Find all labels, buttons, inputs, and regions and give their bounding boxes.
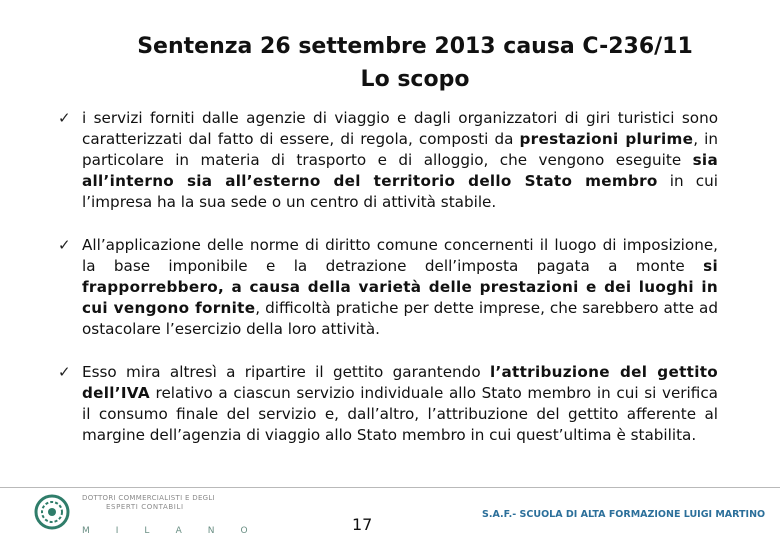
bullet-segment: in cui l’impresa ha la sua sede o un centro di attività stabile. (82, 172, 718, 211)
bullet-emphasis: si frapporrebbero, a causa della varietà delle prestazioni e dei luoghi in cui vengono fornite (82, 257, 718, 317)
title-line-2: Lo scopo (360, 67, 470, 92)
title-line-1: Sentenza 26 settembre 2013 causa C-236/11 (137, 34, 693, 59)
bullet-emphasis: sia all’interno sia all’esterno del territorio dello Stato membro (82, 151, 718, 190)
association-logo-icon (34, 494, 70, 530)
footer-divider (0, 487, 780, 488)
bullet-item (58, 235, 718, 340)
bullet-list (58, 108, 718, 468)
bullet-segment: All’applicazione delle norme di diritto comune concernenti il luogo di imposizione, la base imponibile e la detrazione dell’imposta pagata a monte (82, 236, 718, 275)
slide-title (60, 30, 770, 96)
check-icon: ✓ (58, 236, 71, 254)
bullet-segment: Esso mira altresì a ripartire il gettito garantendo (82, 363, 490, 381)
bullet-emphasis: prestazioni plurime (519, 130, 694, 148)
bullet-emphasis: l’attribuzione del gettito dell’IVA (82, 363, 718, 402)
bullet-segment: , difficoltà pratiche per dette imprese, che sarebbero atte ad ostacolare l’esercizio della loro attività. (82, 299, 718, 338)
bullet-item (58, 108, 718, 213)
page-number: 17 (352, 515, 373, 534)
check-icon: ✓ (58, 109, 71, 127)
bullet-text (82, 362, 718, 446)
org-city: MILANO (82, 526, 274, 536)
org-name-line-2: ESPERTI CONTABILI (106, 503, 184, 511)
check-icon: ✓ (58, 363, 71, 381)
bullet-segment: i servizi forniti dalle agenzie di viaggio e dagli organizzatori di giri turistici sono caratterizzati dal fatto di essere, di regola, composti da (82, 109, 718, 148)
school-name: S.A.F.- SCUOLA DI ALTA FORMAZIONE LUIGI MARTINO (482, 509, 766, 520)
org-name-line-1: DOTTORI COMMERCIALISTI E DEGLI (82, 494, 215, 502)
bullet-item (58, 362, 718, 446)
bullet-text (82, 108, 718, 213)
bullet-segment: , in particolare in materia di trasporto e di alloggio, che vengono eseguite (82, 130, 718, 169)
bullet-segment: relativo a ciascun servizio individuale allo Stato membro in cui si verifica il consumo finale del servizio e, dall’altro, l’attribuzione del gettito afferente al margine dell’agenzia di viaggio allo Stato membro in cui quest’ultima è stabilita. (82, 384, 718, 444)
bullet-text (82, 235, 718, 340)
